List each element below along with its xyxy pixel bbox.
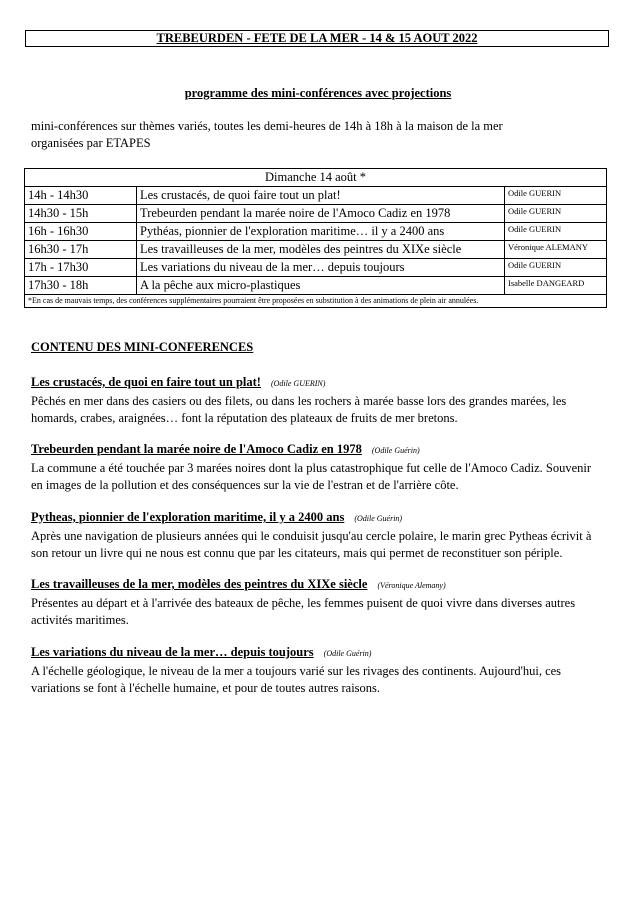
conference-description (31, 374, 609, 428)
program-subtitle: programme des mini-conférences avec projections (184, 86, 452, 100)
conference-title: Les travailleuses de la mer, modèles des peintres du XIXe siècle (31, 577, 368, 591)
conference-description (31, 576, 609, 630)
description-line: Présentes au départ et à l'arrivée des bateaux de pêche, les femmes puisent de quoi vivre dans diverses autres (31, 595, 576, 610)
table-row (25, 241, 607, 259)
slot-time: 16h - 16h30 (25, 223, 137, 241)
slot-topic: A la pêche aux micro-plastiques (137, 277, 505, 295)
intro-line: mini-conférences sur thèmes variés, toutes les demi-heures de 14h à 18h à la maison de la mer (31, 119, 503, 133)
slot-time: 14h30 - 15h (25, 205, 137, 223)
slot-speaker: Odile GUERIN (505, 187, 607, 205)
contents-title: CONTENU DES MINI-CONFERENCES (31, 340, 254, 354)
conference-title: Trebeurden pendant la marée noire de l'Amoco Cadiz en 1978 (31, 442, 362, 456)
conference-speaker: (Odile Guérin) (323, 649, 372, 658)
slot-topic: Pythéas, pionnier de l'exploration maritime… il y a 2400 ans (137, 223, 505, 241)
slot-speaker: Odile GUERIN (505, 205, 607, 223)
description-line: variations se font à l'échelle humaine, et pour de toutes autres raisons. (31, 681, 381, 695)
conference-speaker: (Odile Guérin) (371, 446, 420, 455)
conference-speaker: (Véronique Alemany) (377, 581, 446, 590)
conference-description (31, 509, 609, 563)
description-line: homards, crabes, araignées… font la réputation des plateaux de fruits de mer bretons. (31, 411, 458, 425)
intro-line: organisées par ETAPES (31, 136, 151, 150)
description-line: activités maritimes. (31, 613, 129, 627)
document-title: TREBEURDEN - FETE DE LA MER - 14 & 15 AOUT 2022 (25, 30, 609, 47)
slot-topic: Les crustacés, de quoi faire tout un plat! (137, 187, 505, 205)
description-line: Pêchés en mer dans des casiers ou des filets, ou dans les rochers à marée basse lors des grandes marées, les (31, 393, 567, 408)
table-row (25, 259, 607, 277)
conference-speaker: (Odile Guérin) (354, 514, 403, 523)
weather-note: *En cas de mauvais temps, des conférences supplémentaires pourraient être proposées en substitution à des animations de plein air annulées. (25, 295, 607, 308)
slot-time: 16h30 - 17h (25, 241, 137, 259)
conference-title: Les crustacés, de quoi en faire tout un plat! (31, 375, 261, 389)
slot-topic: Les variations du niveau de la mer… depuis toujours (137, 259, 505, 277)
conference-speaker: (Odile GUERIN) (270, 379, 326, 388)
description-line: en images de la pollution et des conséquences sur la vie de l'estran et de l'arrière côte. (31, 478, 459, 492)
description-line: La commune a été touchée par 3 marées noires dont la plus catastrophique fut celle de l'Amoco Cadiz. Souvenir (31, 460, 592, 475)
table-row (25, 223, 607, 241)
conference-title: Les variations du niveau de la mer… depuis toujours (31, 645, 314, 659)
description-line: Après une navigation de plusieurs années qui le conduisit jusqu'au cercle polaire, le marin grec Pytheas écrivit à (31, 528, 592, 543)
table-row (25, 295, 607, 308)
slot-topic: Les travailleuses de la mer, modèles des peintres du XIXe siècle (137, 241, 505, 259)
slot-speaker: Véronique ALEMANY (505, 241, 607, 259)
conference-description (31, 441, 609, 495)
description-line: A l'échelle géologique, le niveau de la mer a toujours varié sur les rivages des continents. Aujourd'hui, ces (31, 663, 562, 678)
schedule-day: Dimanche 14 août * (25, 169, 607, 187)
table-row (25, 169, 607, 187)
conference-description (31, 644, 609, 698)
intro-text (31, 118, 611, 152)
table-row (25, 277, 607, 295)
slot-time: 17h30 - 18h (25, 277, 137, 295)
slot-time: 17h - 17h30 (25, 259, 137, 277)
table-row (25, 187, 607, 205)
conference-title: Pytheas, pionnier de l'exploration maritime, il y a 2400 ans (31, 510, 345, 524)
description-line: son retour un livre qui ne nous est connu que par les citateurs, mais qui permet de reconstituer son périple. (31, 546, 563, 560)
schedule-table (24, 168, 607, 308)
slot-speaker: Odile GUERIN (505, 259, 607, 277)
slot-speaker: Odile GUERIN (505, 223, 607, 241)
slot-topic: Trebeurden pendant la marée noire de l'Amoco Cadiz en 1978 (137, 205, 505, 223)
table-row (25, 205, 607, 223)
slot-time: 14h - 14h30 (25, 187, 137, 205)
slot-speaker: Isabelle DANGEARD (505, 277, 607, 295)
